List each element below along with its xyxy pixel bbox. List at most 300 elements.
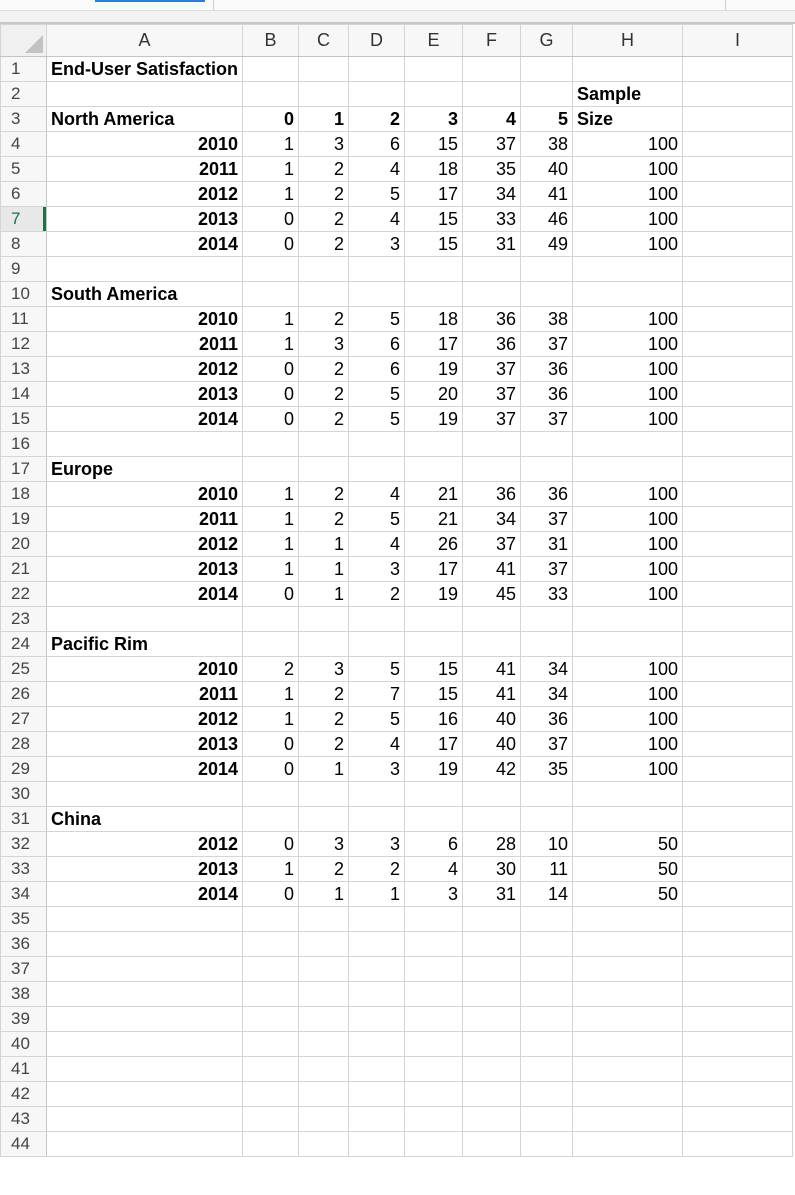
score-count-cell[interactable]: 3 — [349, 757, 405, 782]
cell[interactable] — [349, 257, 405, 282]
score-count-cell[interactable]: 4 — [349, 732, 405, 757]
cell[interactable] — [463, 1057, 521, 1082]
cell[interactable] — [47, 782, 243, 807]
cell[interactable] — [573, 932, 683, 957]
score-count-cell[interactable]: 2 — [299, 307, 349, 332]
cell[interactable] — [683, 707, 793, 732]
cell[interactable] — [299, 807, 349, 832]
cell[interactable] — [463, 1107, 521, 1132]
sample-size-cell[interactable]: 100 — [573, 407, 683, 432]
score-count-cell[interactable]: 37 — [463, 132, 521, 157]
score-count-cell[interactable]: 2 — [299, 207, 349, 232]
score-count-cell[interactable]: 0 — [243, 357, 299, 382]
cell[interactable] — [683, 232, 793, 257]
cell[interactable] — [243, 782, 299, 807]
score-count-cell[interactable]: 40 — [521, 157, 573, 182]
row-header[interactable]: 10 — [1, 282, 47, 307]
score-count-cell[interactable]: 2 — [299, 232, 349, 257]
score-count-cell[interactable]: 36 — [463, 307, 521, 332]
cell[interactable] — [683, 807, 793, 832]
score-count-cell[interactable]: 19 — [405, 407, 463, 432]
cell[interactable] — [683, 482, 793, 507]
score-count-cell[interactable]: 17 — [405, 182, 463, 207]
column-header-d[interactable]: D — [349, 25, 405, 57]
score-count-cell[interactable]: 0 — [243, 757, 299, 782]
cell[interactable] — [463, 57, 521, 82]
score-count-cell[interactable]: 15 — [405, 132, 463, 157]
year-cell[interactable]: 2012 — [47, 357, 243, 382]
sample-size-cell[interactable]: 50 — [573, 882, 683, 907]
cell[interactable] — [349, 932, 405, 957]
score-count-cell[interactable]: 37 — [463, 357, 521, 382]
cell[interactable] — [683, 257, 793, 282]
cell[interactable] — [405, 1082, 463, 1107]
row-header[interactable]: 1 — [1, 57, 47, 82]
cell[interactable] — [573, 607, 683, 632]
cell[interactable] — [521, 607, 573, 632]
cell[interactable] — [573, 57, 683, 82]
cell[interactable] — [683, 157, 793, 182]
cell[interactable] — [573, 282, 683, 307]
score-count-cell[interactable]: 6 — [349, 132, 405, 157]
score-count-cell[interactable]: 37 — [521, 732, 573, 757]
score-count-cell[interactable]: 3 — [405, 882, 463, 907]
cell[interactable] — [683, 607, 793, 632]
score-count-cell[interactable]: 49 — [521, 232, 573, 257]
cell[interactable] — [349, 957, 405, 982]
cell[interactable] — [299, 257, 349, 282]
score-count-cell[interactable]: 6 — [349, 332, 405, 357]
cell[interactable] — [683, 682, 793, 707]
cell[interactable] — [573, 457, 683, 482]
row-header[interactable]: 5 — [1, 157, 47, 182]
score-count-cell[interactable]: 1 — [349, 882, 405, 907]
score-count-cell[interactable]: 36 — [463, 332, 521, 357]
score-count-cell[interactable]: 36 — [521, 382, 573, 407]
cell[interactable] — [463, 1132, 521, 1157]
sheet-title-cell[interactable]: End-User Satisfaction — [47, 57, 243, 82]
cell[interactable] — [683, 757, 793, 782]
score-count-cell[interactable]: 5 — [349, 657, 405, 682]
score-count-cell[interactable]: 20 — [405, 382, 463, 407]
row-header[interactable]: 2 — [1, 82, 47, 107]
row-header[interactable]: 14 — [1, 382, 47, 407]
score-count-cell[interactable]: 3 — [349, 557, 405, 582]
score-count-cell[interactable]: 1 — [299, 882, 349, 907]
cell[interactable] — [47, 257, 243, 282]
score-count-cell[interactable]: 41 — [463, 657, 521, 682]
region-label-cell[interactable]: Pacific Rim — [47, 632, 243, 657]
cell[interactable] — [47, 957, 243, 982]
cell[interactable] — [349, 632, 405, 657]
score-count-cell[interactable]: 2 — [243, 657, 299, 682]
year-cell[interactable]: 2011 — [47, 507, 243, 532]
year-cell[interactable]: 2011 — [47, 682, 243, 707]
row-header[interactable]: 8 — [1, 232, 47, 257]
score-count-cell[interactable]: 7 — [349, 682, 405, 707]
score-count-cell[interactable]: 36 — [463, 482, 521, 507]
year-cell[interactable]: 2013 — [47, 557, 243, 582]
row-header[interactable]: 4 — [1, 132, 47, 157]
cell[interactable] — [349, 82, 405, 107]
row-header[interactable]: 9 — [1, 257, 47, 282]
score-count-cell[interactable]: 37 — [521, 407, 573, 432]
cell[interactable] — [573, 632, 683, 657]
score-count-cell[interactable]: 6 — [349, 357, 405, 382]
cell[interactable] — [683, 357, 793, 382]
spreadsheet-grid[interactable] — [0, 24, 793, 1157]
score-count-cell[interactable]: 5 — [349, 407, 405, 432]
sample-size-cell[interactable]: 100 — [573, 732, 683, 757]
year-cell[interactable]: 2013 — [47, 382, 243, 407]
score-count-cell[interactable]: 37 — [521, 507, 573, 532]
score-count-cell[interactable]: 1 — [299, 757, 349, 782]
score-count-cell[interactable]: 37 — [463, 407, 521, 432]
row-header[interactable]: 18 — [1, 482, 47, 507]
cell[interactable] — [683, 307, 793, 332]
score-count-cell[interactable]: 0 — [243, 882, 299, 907]
sample-size-cell[interactable]: 100 — [573, 657, 683, 682]
region-label-cell[interactable]: China — [47, 807, 243, 832]
cell[interactable] — [683, 407, 793, 432]
cell[interactable] — [47, 1057, 243, 1082]
score-count-cell[interactable]: 21 — [405, 482, 463, 507]
cell[interactable] — [683, 507, 793, 532]
score-count-cell[interactable]: 21 — [405, 507, 463, 532]
sample-size-cell[interactable]: 50 — [573, 832, 683, 857]
score-count-cell[interactable]: 18 — [405, 157, 463, 182]
row-header[interactable]: 15 — [1, 407, 47, 432]
row-header[interactable]: 21 — [1, 557, 47, 582]
cell[interactable] — [243, 457, 299, 482]
score-count-cell[interactable]: 5 — [349, 307, 405, 332]
score-count-cell[interactable]: 1 — [243, 157, 299, 182]
cell[interactable] — [683, 532, 793, 557]
cell[interactable] — [573, 807, 683, 832]
year-cell[interactable]: 2014 — [47, 407, 243, 432]
cell[interactable] — [521, 1007, 573, 1032]
cell[interactable] — [573, 957, 683, 982]
cell[interactable] — [573, 1107, 683, 1132]
score-count-cell[interactable]: 1 — [243, 532, 299, 557]
column-header-c[interactable]: C — [299, 25, 349, 57]
cell[interactable] — [683, 57, 793, 82]
cell[interactable] — [521, 1082, 573, 1107]
score-count-cell[interactable]: 40 — [463, 707, 521, 732]
score-count-cell[interactable]: 38 — [521, 307, 573, 332]
row-header[interactable]: 19 — [1, 507, 47, 532]
score-count-cell[interactable]: 3 — [299, 832, 349, 857]
cell[interactable] — [405, 282, 463, 307]
score-count-cell[interactable]: 28 — [463, 832, 521, 857]
score-count-cell[interactable]: 3 — [299, 657, 349, 682]
row-header[interactable]: 26 — [1, 682, 47, 707]
cell[interactable] — [405, 807, 463, 832]
cell[interactable] — [463, 957, 521, 982]
cell[interactable] — [573, 1132, 683, 1157]
score-count-cell[interactable]: 2 — [299, 382, 349, 407]
score-count-cell[interactable]: 1 — [243, 857, 299, 882]
cell[interactable] — [405, 1107, 463, 1132]
cell[interactable] — [683, 207, 793, 232]
score-count-cell[interactable]: 2 — [299, 732, 349, 757]
cell[interactable] — [573, 982, 683, 1007]
score-header-cell[interactable]: 1 — [299, 107, 349, 132]
cell[interactable] — [683, 782, 793, 807]
cell[interactable] — [463, 257, 521, 282]
cell[interactable] — [405, 82, 463, 107]
sample-size-cell[interactable]: 100 — [573, 157, 683, 182]
region-label-cell[interactable]: South America — [47, 282, 243, 307]
cell[interactable] — [463, 432, 521, 457]
sample-size-cell[interactable]: 100 — [573, 707, 683, 732]
score-count-cell[interactable]: 15 — [405, 207, 463, 232]
cell[interactable] — [349, 1132, 405, 1157]
column-header-i[interactable]: I — [683, 25, 793, 57]
score-count-cell[interactable]: 34 — [521, 657, 573, 682]
row-header[interactable]: 39 — [1, 1007, 47, 1032]
row-header[interactable]: 7 — [1, 207, 47, 232]
score-count-cell[interactable]: 5 — [349, 507, 405, 532]
score-count-cell[interactable]: 6 — [405, 832, 463, 857]
cell[interactable] — [521, 807, 573, 832]
cell[interactable] — [299, 282, 349, 307]
year-cell[interactable]: 2014 — [47, 582, 243, 607]
score-count-cell[interactable]: 35 — [463, 157, 521, 182]
cell[interactable] — [243, 607, 299, 632]
cell[interactable] — [683, 1032, 793, 1057]
cell[interactable] — [521, 632, 573, 657]
year-cell[interactable]: 2013 — [47, 207, 243, 232]
year-cell[interactable]: 2011 — [47, 332, 243, 357]
cell[interactable] — [683, 732, 793, 757]
cell[interactable] — [299, 1132, 349, 1157]
sample-size-cell[interactable]: 100 — [573, 132, 683, 157]
select-all-corner[interactable] — [1, 25, 47, 57]
cell[interactable] — [243, 57, 299, 82]
cell[interactable] — [405, 257, 463, 282]
cell[interactable] — [349, 782, 405, 807]
cell[interactable] — [521, 82, 573, 107]
cell[interactable] — [683, 632, 793, 657]
column-header-a[interactable]: A — [47, 25, 243, 57]
cell[interactable] — [683, 132, 793, 157]
score-count-cell[interactable]: 41 — [463, 557, 521, 582]
cell[interactable] — [573, 907, 683, 932]
score-count-cell[interactable]: 0 — [243, 832, 299, 857]
column-header-f[interactable]: F — [463, 25, 521, 57]
cell[interactable] — [521, 432, 573, 457]
score-header-cell[interactable]: 4 — [463, 107, 521, 132]
cell[interactable] — [683, 832, 793, 857]
score-count-cell[interactable]: 36 — [521, 482, 573, 507]
score-count-cell[interactable]: 36 — [521, 357, 573, 382]
score-count-cell[interactable]: 31 — [463, 232, 521, 257]
cell[interactable] — [349, 982, 405, 1007]
cell[interactable] — [47, 1082, 243, 1107]
score-count-cell[interactable]: 17 — [405, 732, 463, 757]
cell[interactable] — [243, 282, 299, 307]
year-cell[interactable]: 2013 — [47, 857, 243, 882]
score-count-cell[interactable]: 2 — [299, 182, 349, 207]
score-count-cell[interactable]: 40 — [463, 732, 521, 757]
row-header[interactable]: 43 — [1, 1107, 47, 1132]
score-count-cell[interactable]: 4 — [349, 482, 405, 507]
row-header[interactable]: 32 — [1, 832, 47, 857]
cell[interactable] — [349, 1007, 405, 1032]
cell[interactable] — [299, 782, 349, 807]
cell[interactable] — [405, 1057, 463, 1082]
sample-size-cell[interactable]: 50 — [573, 857, 683, 882]
cell[interactable] — [573, 1082, 683, 1107]
cell[interactable] — [47, 982, 243, 1007]
sample-size-header-line1[interactable]: Sample — [573, 82, 683, 107]
score-count-cell[interactable]: 31 — [463, 882, 521, 907]
row-header[interactable]: 41 — [1, 1057, 47, 1082]
cell[interactable] — [47, 82, 243, 107]
year-cell[interactable]: 2014 — [47, 232, 243, 257]
column-header-e[interactable]: E — [405, 25, 463, 57]
cell[interactable] — [683, 557, 793, 582]
score-count-cell[interactable]: 2 — [299, 682, 349, 707]
cell[interactable] — [683, 957, 793, 982]
cell[interactable] — [243, 1107, 299, 1132]
row-header[interactable]: 3 — [1, 107, 47, 132]
score-count-cell[interactable]: 1 — [243, 332, 299, 357]
cell[interactable] — [521, 1032, 573, 1057]
cell[interactable] — [573, 1007, 683, 1032]
cell[interactable] — [299, 1107, 349, 1132]
score-header-cell[interactable]: 0 — [243, 107, 299, 132]
cell[interactable] — [47, 607, 243, 632]
region-label-cell[interactable]: Europe — [47, 457, 243, 482]
cell[interactable] — [521, 282, 573, 307]
cell[interactable] — [683, 282, 793, 307]
cell[interactable] — [463, 1082, 521, 1107]
column-header-b[interactable]: B — [243, 25, 299, 57]
cell[interactable] — [243, 1132, 299, 1157]
row-header[interactable]: 30 — [1, 782, 47, 807]
score-count-cell[interactable]: 37 — [521, 332, 573, 357]
cell[interactable] — [405, 907, 463, 932]
score-count-cell[interactable]: 1 — [299, 557, 349, 582]
score-count-cell[interactable]: 3 — [349, 232, 405, 257]
score-count-cell[interactable]: 15 — [405, 232, 463, 257]
score-count-cell[interactable]: 1 — [243, 507, 299, 532]
cell[interactable] — [405, 457, 463, 482]
cell[interactable] — [683, 382, 793, 407]
cell[interactable] — [573, 1057, 683, 1082]
row-header[interactable]: 33 — [1, 857, 47, 882]
cell[interactable] — [349, 432, 405, 457]
column-header-h[interactable]: H — [573, 25, 683, 57]
cell[interactable] — [47, 1132, 243, 1157]
score-header-cell[interactable]: 5 — [521, 107, 573, 132]
row-header[interactable]: 17 — [1, 457, 47, 482]
score-count-cell[interactable]: 34 — [521, 682, 573, 707]
cell[interactable] — [405, 607, 463, 632]
score-count-cell[interactable]: 2 — [299, 857, 349, 882]
year-cell[interactable]: 2010 — [47, 657, 243, 682]
cell[interactable] — [573, 257, 683, 282]
cell[interactable] — [573, 432, 683, 457]
score-count-cell[interactable]: 37 — [463, 382, 521, 407]
cell[interactable] — [683, 982, 793, 1007]
cell[interactable] — [521, 457, 573, 482]
cell[interactable] — [349, 1032, 405, 1057]
score-count-cell[interactable]: 0 — [243, 582, 299, 607]
cell[interactable] — [243, 957, 299, 982]
column-header-g[interactable]: G — [521, 25, 573, 57]
cell[interactable] — [299, 607, 349, 632]
cell[interactable] — [463, 907, 521, 932]
score-count-cell[interactable]: 46 — [521, 207, 573, 232]
score-count-cell[interactable]: 41 — [463, 682, 521, 707]
score-count-cell[interactable]: 0 — [243, 382, 299, 407]
row-header[interactable]: 28 — [1, 732, 47, 757]
score-count-cell[interactable]: 17 — [405, 332, 463, 357]
cell[interactable] — [683, 1082, 793, 1107]
cell[interactable] — [349, 907, 405, 932]
cell[interactable] — [299, 457, 349, 482]
score-count-cell[interactable]: 1 — [243, 182, 299, 207]
sample-size-cell[interactable]: 100 — [573, 532, 683, 557]
score-count-cell[interactable]: 34 — [463, 507, 521, 532]
cell[interactable] — [243, 982, 299, 1007]
score-count-cell[interactable]: 11 — [521, 857, 573, 882]
cell[interactable] — [683, 657, 793, 682]
cell[interactable] — [521, 257, 573, 282]
cell[interactable] — [349, 1107, 405, 1132]
score-count-cell[interactable]: 26 — [405, 532, 463, 557]
score-count-cell[interactable]: 3 — [299, 132, 349, 157]
row-header[interactable]: 42 — [1, 1082, 47, 1107]
sample-size-cell[interactable]: 100 — [573, 582, 683, 607]
cell[interactable] — [47, 907, 243, 932]
year-cell[interactable]: 2012 — [47, 707, 243, 732]
score-count-cell[interactable]: 2 — [299, 407, 349, 432]
score-count-cell[interactable]: 0 — [243, 732, 299, 757]
score-count-cell[interactable]: 2 — [349, 857, 405, 882]
row-header[interactable]: 35 — [1, 907, 47, 932]
score-count-cell[interactable]: 5 — [349, 707, 405, 732]
score-count-cell[interactable]: 10 — [521, 832, 573, 857]
score-count-cell[interactable]: 38 — [521, 132, 573, 157]
row-header[interactable]: 31 — [1, 807, 47, 832]
cell[interactable] — [349, 57, 405, 82]
score-count-cell[interactable]: 2 — [299, 707, 349, 732]
cell[interactable] — [521, 957, 573, 982]
score-count-cell[interactable]: 1 — [243, 557, 299, 582]
year-cell[interactable]: 2010 — [47, 132, 243, 157]
cell[interactable] — [349, 282, 405, 307]
cell[interactable] — [521, 932, 573, 957]
score-count-cell[interactable]: 18 — [405, 307, 463, 332]
cell[interactable] — [243, 1082, 299, 1107]
cell[interactable] — [463, 1032, 521, 1057]
row-header[interactable]: 36 — [1, 932, 47, 957]
row-header[interactable]: 37 — [1, 957, 47, 982]
cell[interactable] — [463, 982, 521, 1007]
row-header[interactable]: 20 — [1, 532, 47, 557]
score-count-cell[interactable]: 31 — [521, 532, 573, 557]
score-count-cell[interactable]: 3 — [299, 332, 349, 357]
cell[interactable] — [47, 1007, 243, 1032]
sample-size-cell[interactable]: 100 — [573, 557, 683, 582]
score-count-cell[interactable]: 5 — [349, 182, 405, 207]
cell[interactable] — [683, 932, 793, 957]
cell[interactable] — [299, 1057, 349, 1082]
